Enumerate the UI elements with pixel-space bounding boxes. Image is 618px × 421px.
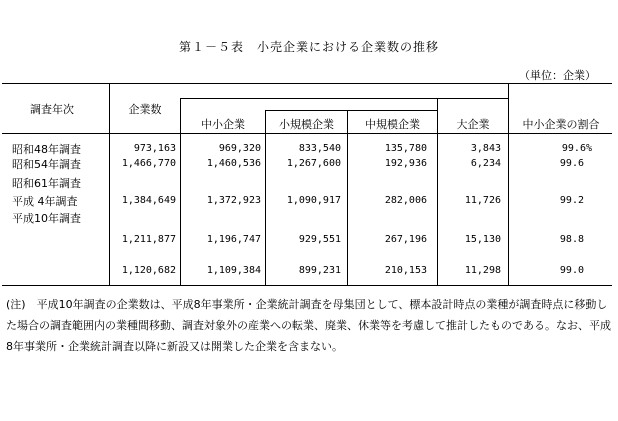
cell-share: 99.0 <box>559 265 584 276</box>
year-label: 平成10年調査 <box>12 212 81 225</box>
cell-total: 1,384,649 <box>121 195 176 206</box>
year-label: 昭和54年調査 <box>12 158 81 171</box>
cell-share: 98.8 <box>559 234 584 245</box>
header-year: 調査年次 <box>30 103 74 116</box>
cell-total: 1,211,877 <box>121 234 176 245</box>
cell-total: 1,466,770 <box>121 158 176 169</box>
cell-large: 15,130 <box>464 234 501 245</box>
cell-large: 11,298 <box>464 265 501 276</box>
cell-large: 6,234 <box>470 158 501 169</box>
year-label: 昭和48年調査 <box>12 143 81 156</box>
table-title: 第１－５表 小売企業における企業数の推移 <box>178 40 439 54</box>
cell-total: 1,120,682 <box>121 265 176 276</box>
col-divider <box>508 83 509 286</box>
cell-sme: 1,196,747 <box>206 234 261 245</box>
cell-large: 3,843 <box>470 143 501 154</box>
cell-sme: 969,320 <box>218 143 261 154</box>
col-divider <box>347 110 348 286</box>
col-divider <box>265 110 266 286</box>
header-bottom-rule <box>2 133 612 134</box>
cell-small: 833,540 <box>298 143 341 154</box>
cell-medium: 210,153 <box>384 265 427 276</box>
cell-medium: 282,006 <box>384 195 427 206</box>
cell-share: 99.6% <box>561 143 592 154</box>
footnote: (注) 平成10年調査の企業数は、平成8年事業所・企業統計調査を母集団として、標本設計時点の業種が調査時点に移動した場合の調査範囲内の業種間移動、調査対象外の産業への転業、廃業、休業等を考慮して推計したものである。なお、平成8年事業所・企業統計調査以降に新設又は開業した企業を含まない。 <box>6 298 611 353</box>
cell-sme: 1,460,536 <box>206 158 261 169</box>
sme-group-rule <box>180 98 508 99</box>
header-large: 大企業 <box>456 118 490 131</box>
cell-share: 99.2 <box>559 195 584 206</box>
year-label: 昭和61年調査 <box>12 177 81 190</box>
header-small: 小規模企業 <box>279 118 334 131</box>
cell-small: 899,231 <box>298 265 341 276</box>
cell-large: 11,726 <box>464 195 501 206</box>
header-sme: 中小企業 <box>201 118 245 131</box>
year-label: 平成 4年調査 <box>12 195 78 208</box>
cell-small: 1,267,600 <box>286 158 341 169</box>
subheader-rule <box>265 110 437 111</box>
table-top-rule <box>2 83 612 84</box>
cell-small: 1,090,917 <box>286 195 341 206</box>
header-total: 企業数 <box>128 103 162 116</box>
cell-medium: 192,936 <box>384 158 427 169</box>
cell-medium: 267,196 <box>384 234 427 245</box>
cell-medium: 135,780 <box>384 143 427 154</box>
cell-small: 929,551 <box>298 234 341 245</box>
unit-label: （単位：企業） <box>519 69 596 82</box>
header-medium: 中規模企業 <box>365 118 420 131</box>
header-share: 中小企業の割合 <box>522 118 600 131</box>
table-bottom-rule <box>2 285 612 286</box>
cell-sme: 1,109,384 <box>206 265 261 276</box>
cell-sme: 1,372,923 <box>206 195 261 206</box>
cell-share: 99.6 <box>559 158 584 169</box>
cell-total: 973,163 <box>133 143 176 154</box>
